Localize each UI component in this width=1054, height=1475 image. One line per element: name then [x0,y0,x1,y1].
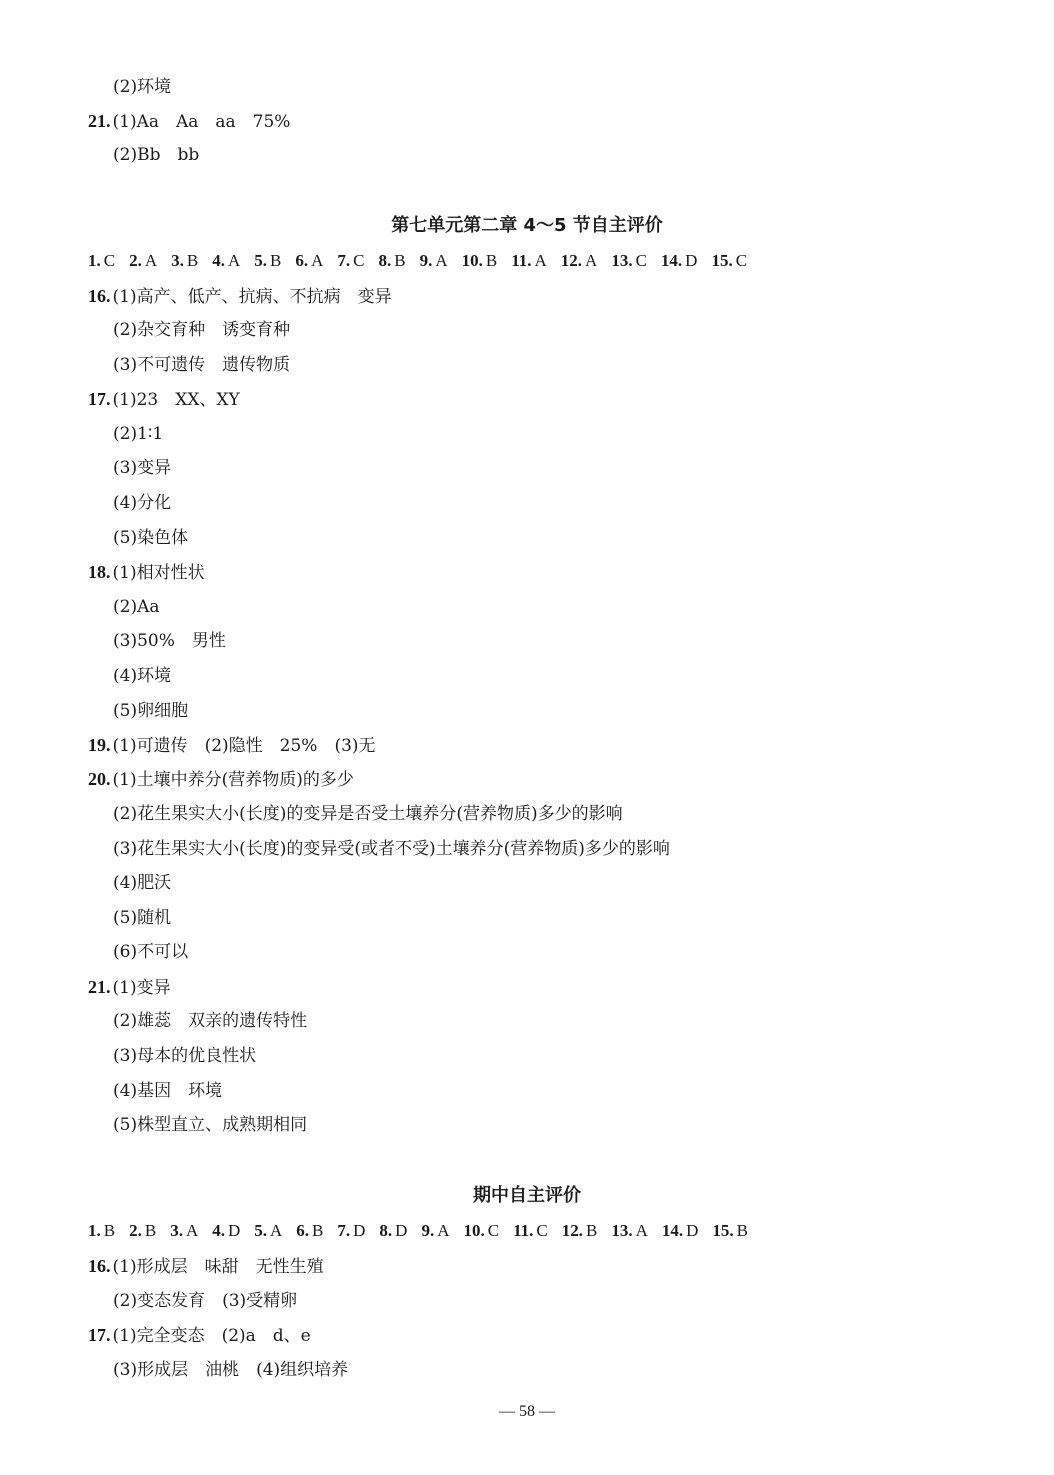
question-21 [88,976,171,999]
answer-line: (5)随机 [113,908,172,928]
choice-number: 5. [254,251,267,270]
choice-letter: B [585,1221,598,1240]
choice-answer [337,1220,365,1242]
choice-answer [712,1220,748,1242]
question-number: 18. [88,562,111,582]
choice-letter: A [185,1221,199,1240]
answer-text: (1)23 XX、XY [112,390,240,410]
answer-line: (2)Aa [113,597,160,617]
choice-answer [295,250,323,272]
choice-number: 11. [511,251,532,270]
choice-answer [296,1220,323,1242]
answer-text: (1)变异 [112,978,171,998]
choice-letter: A [635,1221,648,1240]
question-number: 21. [88,111,111,131]
choice-answer [378,250,405,272]
section-title: 期中自主评价 [473,1185,581,1206]
choice-number: 4. [212,1221,225,1240]
choice-number: 11. [513,1221,534,1240]
answer-line: (2)环境 [113,77,172,97]
choice-answer [661,250,698,272]
choice-answer [337,250,364,272]
choice-answer [379,1220,407,1242]
choice-answer [561,250,598,272]
answer-line: (4)基因 环境 [113,1081,223,1101]
choice-number: 4. [212,251,225,270]
choice-number: 13. [611,251,633,270]
choice-answer [254,250,281,272]
choice-letter: B [485,251,498,270]
choice-answer [421,1220,449,1242]
answer-line: (2)Bb bb [113,145,200,165]
choice-letter: A [144,251,158,270]
choice-number: 1. [88,1221,101,1240]
choice-number: 7. [337,1221,351,1240]
choice-answers-row [88,250,747,272]
answer-line: (3)花生果实大小(长度)的变异受(或者不受)土壤养分(营养物质)多少的影响 [113,839,670,859]
choice-letter: A [311,251,324,270]
choice-letter: C [735,251,748,270]
choice-letter: D [685,251,698,270]
choice-letter: B [394,251,406,270]
choice-letter: A [534,251,547,270]
question-number: 20. [88,769,111,789]
choice-answer [511,250,547,272]
question-21 [88,110,290,133]
answer-text: (1)相对性状 [112,563,205,583]
choice-answer [611,1220,648,1242]
choice-answer [129,1220,156,1242]
choice-letter: B [736,1221,748,1240]
choice-letter: B [312,1221,324,1240]
question-19 [88,734,376,757]
choice-letter: D [353,1221,366,1240]
choice-number: 8. [379,1221,393,1240]
choice-letter: A [585,251,598,270]
answer-line: (2)1∶1 [113,424,164,444]
choice-letter: B [186,251,199,270]
question-16 [88,285,392,308]
choice-number: 15. [712,1221,734,1240]
question-number: 19. [88,735,111,755]
answer-line: (2)变态发育 (3)受精卵 [113,1291,298,1311]
choice-answer [463,1220,499,1242]
choice-answer [129,250,157,272]
choice-letter: B [103,1221,116,1240]
answer-line: (3)不可遗传 遗传物质 [113,355,291,375]
choice-number: 6. [295,251,309,270]
choice-letter: A [227,251,241,270]
choice-number: 9. [419,251,433,270]
choice-number: 3. [170,1221,183,1240]
answer-line: (2)杂交育种 诱变育种 [113,320,291,340]
question-number: 17. [88,389,111,409]
choice-letter: C [353,251,365,270]
choice-number: 1. [88,251,101,270]
choice-answer [212,1220,240,1242]
choice-letter: A [437,1221,450,1240]
answer-line: (3)母本的优良性状 [113,1046,257,1066]
choice-answer [170,1220,198,1242]
choice-number: 8. [378,251,392,270]
choice-letter: A [270,1221,283,1240]
answer-text: (1)土壤中养分(营养物质)的多少 [112,770,354,790]
choice-letter: C [536,1221,548,1240]
choice-number: 10. [463,1221,485,1240]
choice-number: 7. [337,251,351,270]
choice-number: 9. [421,1221,435,1240]
question-number: 16. [88,1256,111,1276]
choice-answer [88,250,115,272]
choice-answer [513,1220,548,1242]
choice-number: 14. [660,251,683,270]
question-16 [88,1255,324,1278]
choice-answer [212,250,240,272]
choice-answers-row [88,1220,748,1242]
choice-number: 12. [561,1221,583,1240]
choice-letter: D [395,1221,408,1240]
choice-number: 14. [661,1221,684,1240]
answer-line: (3)50% 男性 [113,631,226,651]
answer-line: (3)形成层 油桃 (4)组织培养 [113,1360,349,1380]
choice-number: 2. [129,1221,142,1240]
question-number: 17. [88,1325,111,1345]
answer-line: (4)环境 [113,666,172,686]
choice-answer [462,250,498,272]
choice-answer [611,250,647,272]
answer-text: (1)Aa Aa aa 75% [112,112,291,132]
choice-answer [420,250,448,272]
answer-line: (5)株型直立、成熟期相同 [113,1115,308,1135]
choice-answer [88,1220,115,1242]
question-number: 21. [88,977,111,997]
choice-letter: C [635,251,647,270]
answer-line: (4)肥沃 [113,873,172,893]
choice-answer [171,250,198,272]
choice-answer [711,250,747,272]
choice-letter: C [103,251,116,270]
choice-number: 12. [560,251,583,270]
answer-line: (2)花生果实大小(长度)的变异是否受土壤养分(营养物质)多少的影响 [113,804,623,824]
choice-letter: B [144,1221,157,1240]
question-17 [88,388,240,411]
answer-line: (4)分化 [113,493,172,513]
choice-number: 6. [296,1221,310,1240]
choice-number: 3. [171,251,184,270]
answer-line: (6)不可以 [113,942,189,962]
choice-answer [562,1220,598,1242]
answer-text: (1)可遗传 (2)隐性 25% (3)无 [112,736,376,756]
question-20 [88,768,354,791]
section-title: 第七单元第二章 4～5 节自主评价 [391,215,663,236]
choice-letter: D [227,1221,241,1240]
answer-line: (3)变异 [113,458,172,478]
answer-text: (1)高产、低产、抗病、不抗病 变异 [112,287,392,307]
answer-text: (1)形成层 味甜 无性生殖 [112,1257,324,1277]
question-18 [88,561,205,584]
question-17 [88,1324,311,1347]
choice-letter: B [270,251,282,270]
answer-line: (2)雄蕊 双亲的遗传特性 [113,1011,308,1031]
page-number: — 58 — [499,1403,555,1420]
answer-line: (5)染色体 [113,528,189,548]
answer-text: (1)完全变态 (2)a d、e [112,1326,311,1346]
choice-number: 2. [129,251,142,270]
answer-line: (5)卵细胞 [113,701,189,721]
choice-letter: C [487,1221,500,1240]
choice-answer [662,1220,699,1242]
question-number: 16. [88,286,111,306]
choice-answer [254,1220,282,1242]
choice-number: 15. [711,251,733,270]
choice-letter: D [686,1221,699,1240]
choice-letter: A [435,251,448,270]
choice-number: 10. [461,251,483,270]
choice-number: 13. [611,1221,633,1240]
choice-number: 5. [254,1221,267,1240]
